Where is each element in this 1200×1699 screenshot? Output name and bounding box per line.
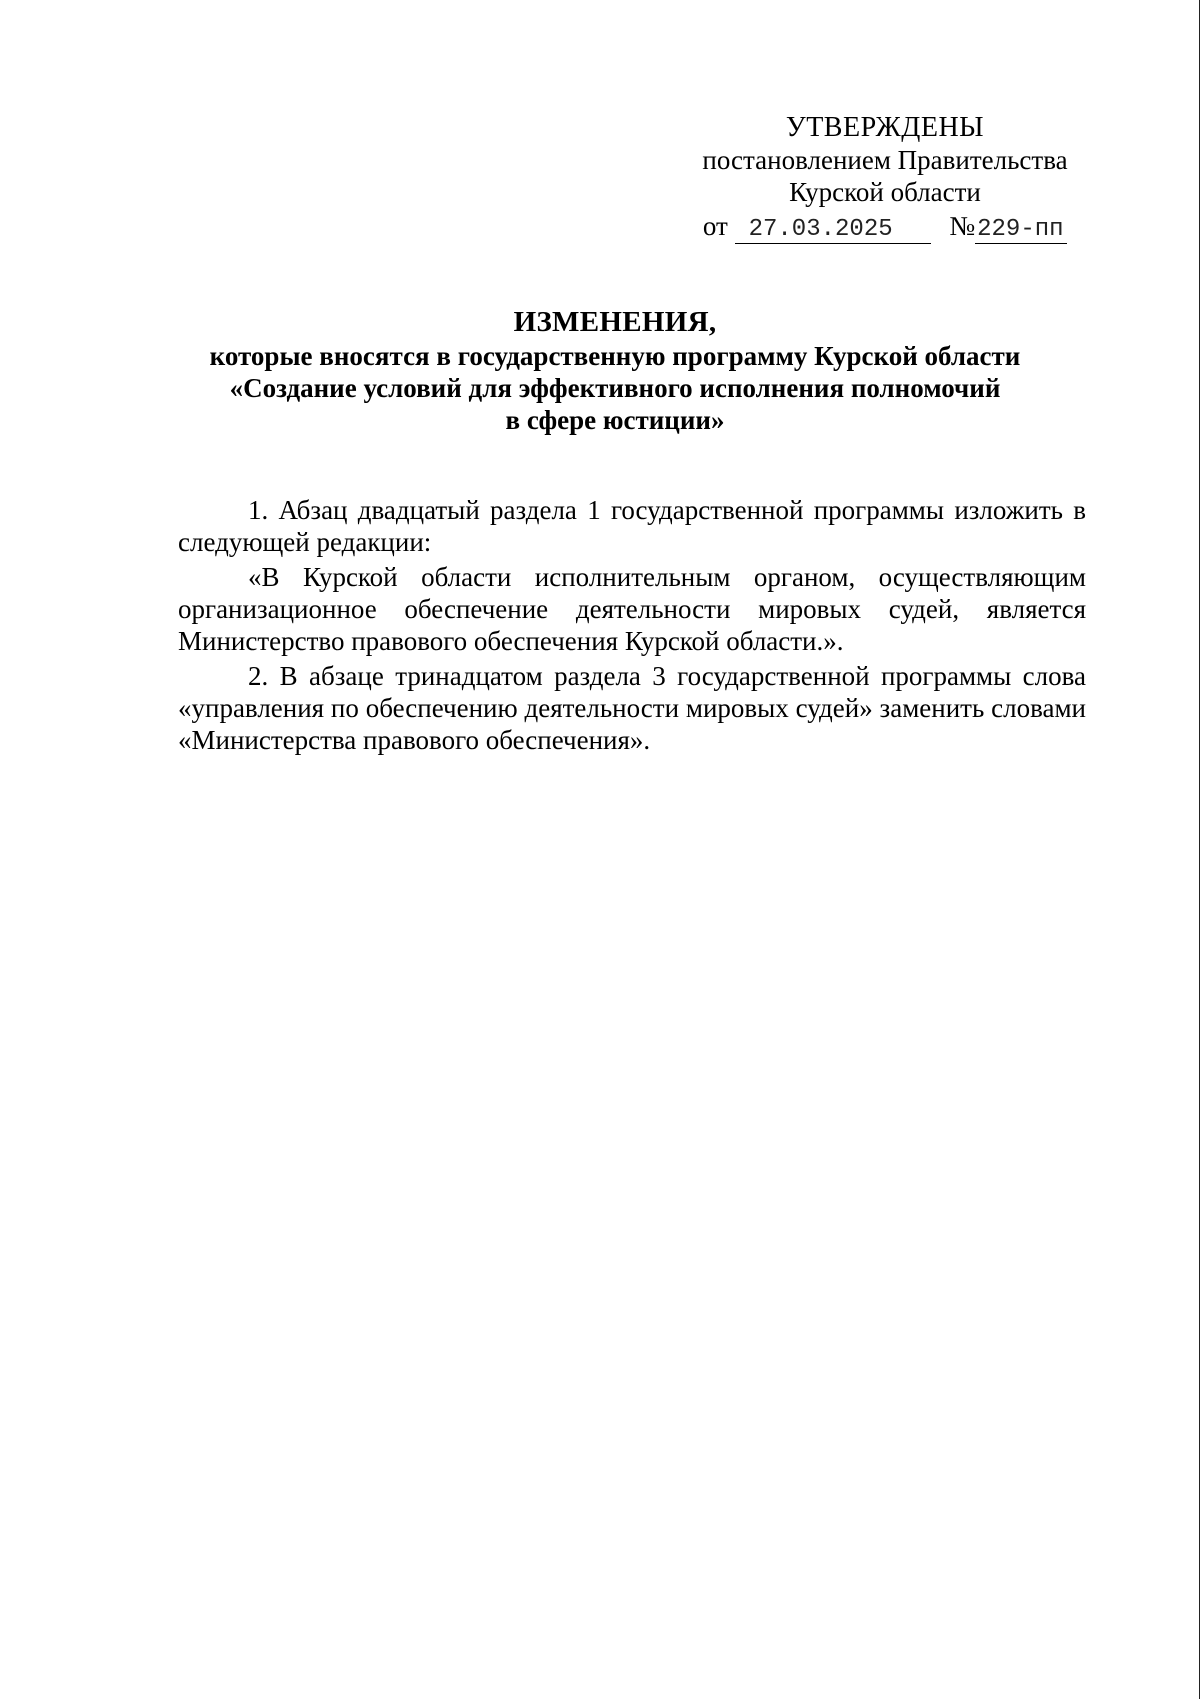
heading-line-2: «Создание условий для эффективного исполнения полномочий (229, 373, 1001, 403)
approval-title: УТВЕРЖДЕНЫ (785, 112, 985, 143)
approval-date-number-row (690, 210, 1080, 244)
paragraph-1: 1. Абзац двадцатый раздела 1 государственной программы изложить в следующей редакции: (178, 495, 1086, 557)
heading-title: ИЗМЕНЕНИЯ, (513, 306, 717, 338)
number-sign: № (949, 211, 976, 241)
document-body (178, 494, 1086, 759)
paragraph-2: «В Курской области исполнительным органом, осуществляющим организационное обеспечение деятельности мировых судей, является Министерство правового обеспечения Курской области.». (178, 562, 1086, 656)
approval-block (690, 112, 1080, 244)
date-prefix: от (702, 211, 728, 241)
heading-line-1: которые вносятся в государственную программу Курской области (209, 341, 1021, 371)
decree-date: 27.03.2025 (735, 217, 931, 244)
heading-line-3: в сфере юстиции» (505, 405, 725, 435)
decree-number: 229-пп (975, 217, 1067, 244)
approval-region-line: Курской области (789, 177, 981, 207)
approval-decree-line: постановлением Правительства (702, 145, 1068, 175)
document-heading (175, 306, 1055, 436)
paragraph-3: 2. В абзаце тринадцатом раздела 3 государственной программы слова «управления по обеспечению деятельности мировых судей» заменить словами «Министерства правового обеспечения». (178, 661, 1086, 755)
